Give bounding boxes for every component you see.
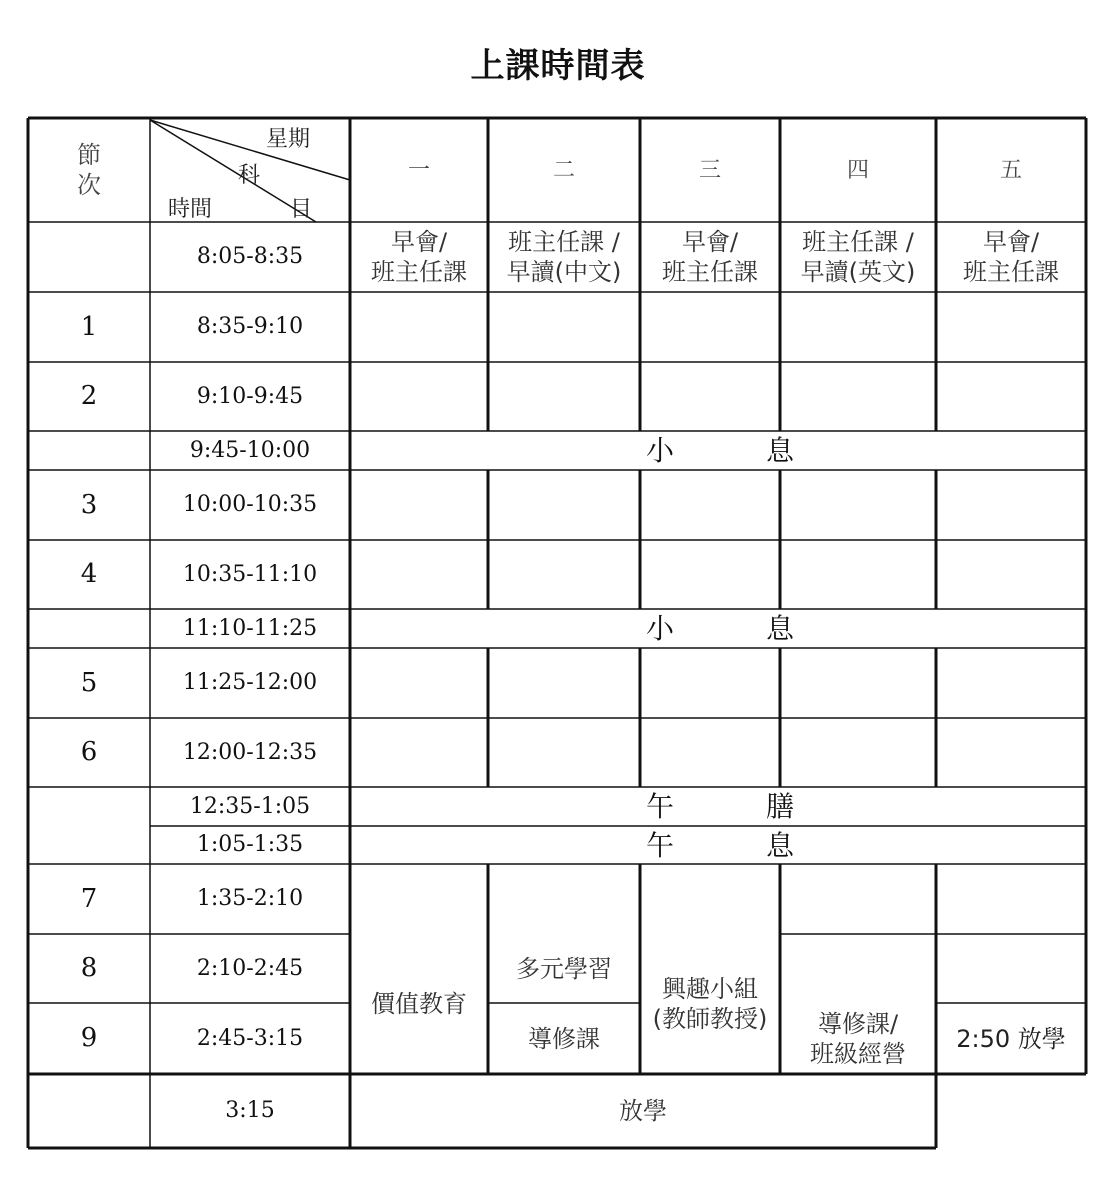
morning-cell-wed: 早會/ 班主任課 [662, 228, 758, 286]
period-number: 6 [80, 737, 98, 768]
morning-cell-thu: 班主任課 / 早讀(英文) [800, 228, 916, 286]
corner-time-label: 時間 [168, 197, 213, 222]
morning-cell-fri: 早會/ 班主任課 [963, 228, 1059, 286]
period-number [28, 1074, 150, 1148]
period-number [28, 431, 150, 470]
recess-label: 小 [645, 434, 674, 467]
period-number: 9 [80, 1023, 98, 1054]
period-number: 3 [80, 489, 98, 520]
corner-subject-tail-label: 目 [290, 197, 313, 222]
lunch-rest-label: 午 [645, 828, 674, 862]
day-header-tue: 二 [552, 158, 575, 184]
period-number [28, 609, 150, 648]
friday-dismissal-cell: 2:50 放學 [956, 1024, 1066, 1053]
morning-cell-mon: 早會/ 班主任課 [371, 228, 467, 286]
period-number [28, 787, 150, 826]
recess-label: 小 [645, 612, 674, 645]
time-slot: 11:10-11:25 [182, 615, 318, 641]
corner-weekday-label: 星期 [266, 127, 311, 152]
time-slot: 8:35-9:10 [196, 314, 304, 340]
period-number: 7 [80, 883, 98, 914]
values-education-cell: 價值教育 [371, 990, 467, 1018]
period-number: 5 [80, 667, 98, 698]
day-header-thu: 四 [846, 158, 869, 184]
day-header-wed: 三 [698, 158, 721, 184]
period-header: 節 次 [77, 141, 101, 199]
time-slot: 9:45-10:00 [189, 437, 311, 463]
lunch-rest-label: 息 [765, 828, 794, 862]
day-header-fri: 五 [999, 158, 1022, 184]
time-slot: 3:15 [225, 1098, 275, 1124]
recess-label: 息 [765, 612, 794, 645]
interest-group-cell: 興趣小組 (教師教授) [652, 975, 768, 1033]
diverse-learning-cell: 多元學習 [516, 954, 612, 983]
time-slot: 2:45-3:15 [196, 1025, 304, 1051]
period-number [28, 222, 150, 292]
corner-subject-label: 科 [238, 163, 261, 188]
time-slot: 2:10-2:45 [196, 955, 304, 981]
lunch-label: 膳 [765, 790, 794, 823]
time-slot: 8:05-8:35 [196, 244, 304, 270]
period-number: 4 [80, 559, 98, 590]
time-slot: 10:00-10:35 [182, 492, 318, 518]
dismissal-cell: 放學 [619, 1097, 667, 1125]
time-slot: 1:05-1:35 [196, 832, 304, 858]
tutorial-cell-tue: 導修課 [528, 1024, 600, 1053]
period-number: 2 [80, 381, 98, 412]
recess-label: 息 [765, 434, 794, 467]
time-slot: 10:35-11:10 [182, 561, 318, 587]
period-number: 1 [80, 311, 98, 342]
page-title: 上課時間表 [470, 46, 646, 86]
time-slot: 1:35-2:10 [196, 886, 304, 912]
time-slot: 12:35-1:05 [189, 793, 311, 819]
time-slot: 12:00-12:35 [182, 739, 318, 765]
period-number: 8 [80, 953, 98, 984]
day-header-mon: 一 [407, 158, 430, 184]
lunch-label: 午 [645, 790, 674, 823]
time-slot: 9:10-9:45 [196, 383, 304, 409]
time-slot: 11:25-12:00 [182, 670, 318, 696]
morning-cell-tue: 班主任課 / 早讀(中文) [506, 228, 622, 286]
tutorial-class-management-cell: 導修課/ 班級經營 [810, 1009, 906, 1068]
period-number [28, 826, 150, 864]
